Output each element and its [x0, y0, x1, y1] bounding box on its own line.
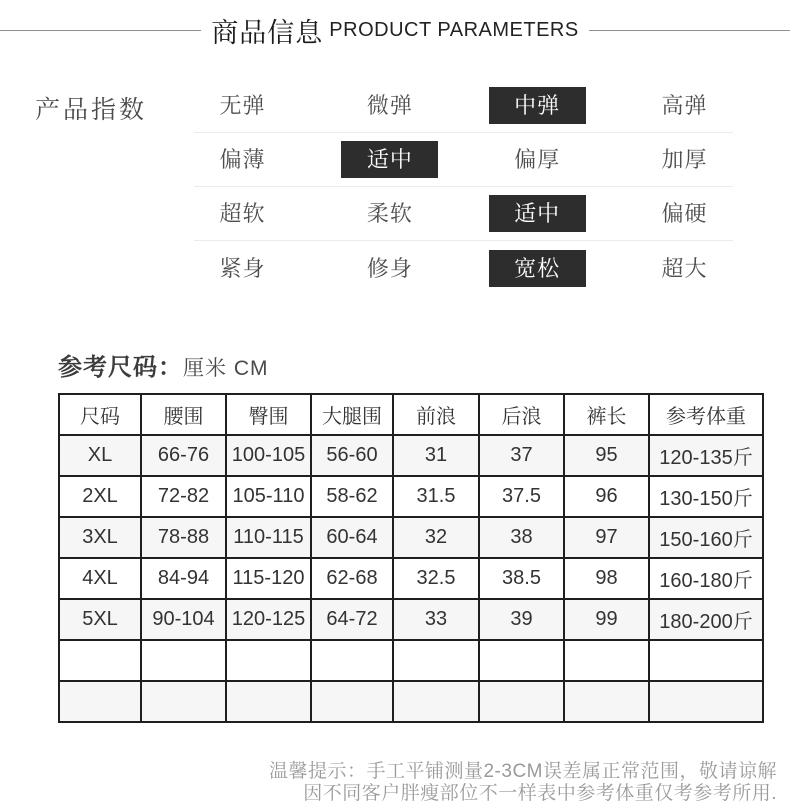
index-option-label: 适中 — [341, 141, 438, 178]
size-cell — [479, 681, 564, 722]
size-cell: 62-68 — [311, 558, 393, 599]
size-cell — [479, 640, 564, 681]
index-option-label: 超大 — [661, 255, 708, 281]
size-cell: 90-104 — [141, 599, 226, 640]
index-option-selected — [489, 87, 586, 124]
size-cell: 110-115 — [226, 517, 311, 558]
index-option-label: 柔软 — [366, 201, 413, 226]
size-cell — [649, 681, 763, 722]
notice-block — [269, 761, 777, 805]
size-cell — [226, 681, 311, 722]
size-cell: 115-120 — [226, 558, 311, 599]
size-cell — [393, 681, 479, 722]
size-cell — [311, 681, 393, 722]
size-column-header: 前浪 — [393, 394, 479, 435]
size-cell: 31.5 — [393, 476, 479, 517]
index-option-label: 适中 — [489, 195, 586, 232]
size-cell: 56-60 — [311, 435, 393, 476]
size-cell: 99 — [564, 599, 649, 640]
size-cell: 120-125 — [226, 599, 311, 640]
size-cell: 38 — [479, 517, 564, 558]
product-index-label: 产品指数 — [35, 96, 148, 124]
index-option — [194, 87, 291, 124]
index-option — [636, 87, 733, 124]
size-cell: 120-135斤 — [649, 435, 763, 476]
size-cell — [393, 640, 479, 681]
size-reference-title: 参考尺码： — [58, 354, 183, 381]
product-index-row-softness — [194, 187, 733, 241]
index-option-label: 修身 — [366, 255, 413, 281]
header-divider-right — [589, 30, 790, 31]
page-header — [0, 15, 790, 48]
size-cell: 66-76 — [141, 435, 226, 476]
index-option — [194, 141, 291, 178]
index-option-label: 宽松 — [489, 250, 586, 287]
page-title-english: PRODUCT PARAMETERS — [329, 18, 579, 41]
size-cell: 96 — [564, 476, 649, 517]
index-option-label: 紧身 — [219, 255, 266, 281]
notice-line-2: 因不同客户胖瘦部位不一样表中参考体重仅考参考所用. — [303, 783, 777, 804]
size-cell — [141, 681, 226, 722]
size-cell: 31 — [393, 435, 479, 476]
index-option — [341, 195, 438, 232]
size-cell: 37.5 — [479, 476, 564, 517]
size-column-header: 裤长 — [564, 394, 649, 435]
index-option-label: 微弹 — [366, 93, 413, 118]
size-cell: 95 — [564, 435, 649, 476]
size-cell: 100-105 — [226, 435, 311, 476]
size-cell — [564, 681, 649, 722]
product-index-row-fit — [194, 241, 733, 295]
size-cell: 2XL — [59, 476, 141, 517]
index-option — [341, 250, 438, 287]
size-cell: 33 — [393, 599, 479, 640]
size-cell — [226, 640, 311, 681]
index-option-label: 中弹 — [489, 87, 586, 124]
product-index-row-thickness — [194, 133, 733, 187]
product-index-grid — [194, 79, 733, 295]
index-option — [489, 141, 586, 178]
index-option-label: 加厚 — [661, 147, 708, 172]
size-cell: 32.5 — [393, 558, 479, 599]
index-option-selected — [341, 141, 438, 178]
size-table-row — [59, 558, 763, 599]
product-index-row-elasticity — [194, 79, 733, 133]
size-cell: 5XL — [59, 599, 141, 640]
index-option-selected — [489, 195, 586, 232]
size-cell: 4XL — [59, 558, 141, 599]
size-table-row — [59, 599, 763, 640]
size-cell: 78-88 — [141, 517, 226, 558]
size-column-header: 臀围 — [226, 394, 311, 435]
index-option — [194, 195, 291, 232]
size-cell: 130-150斤 — [649, 476, 763, 517]
index-option-label: 偏厚 — [514, 147, 561, 172]
size-cell: 180-200斤 — [649, 599, 763, 640]
size-cell: 32 — [393, 517, 479, 558]
size-table-row — [59, 517, 763, 558]
size-cell: 97 — [564, 517, 649, 558]
size-cell: 98 — [564, 558, 649, 599]
size-cell: 64-72 — [311, 599, 393, 640]
size-cell: 72-82 — [141, 476, 226, 517]
size-cell: 150-160斤 — [649, 517, 763, 558]
size-table-row — [59, 681, 763, 722]
size-column-header: 大腿围 — [311, 394, 393, 435]
header-divider-left — [0, 30, 201, 31]
size-table-header-row — [59, 394, 763, 435]
size-cell: 38.5 — [479, 558, 564, 599]
size-cell: XL — [59, 435, 141, 476]
size-cell — [564, 640, 649, 681]
size-table-row — [59, 476, 763, 517]
size-table-row — [59, 435, 763, 476]
size-cell: 39 — [479, 599, 564, 640]
size-column-header: 尺码 — [59, 394, 141, 435]
size-cell: 105-110 — [226, 476, 311, 517]
size-cell: 3XL — [59, 517, 141, 558]
size-table — [58, 393, 764, 723]
index-option-label: 高弹 — [661, 93, 708, 118]
size-cell: 58-62 — [311, 476, 393, 517]
index-option-label: 偏硬 — [661, 201, 708, 226]
page-title-chinese: 商品信息 — [211, 17, 324, 48]
size-cell: 37 — [479, 435, 564, 476]
index-option — [194, 250, 291, 287]
size-cell — [59, 640, 141, 681]
size-cell: 84-94 — [141, 558, 226, 599]
size-column-header: 后浪 — [479, 394, 564, 435]
index-option — [636, 195, 733, 232]
size-reference-unit: 厘米 CM — [183, 357, 269, 380]
index-option — [341, 87, 438, 124]
size-cell — [311, 640, 393, 681]
index-option — [636, 141, 733, 178]
notice-line-1: 温馨提示：手工平铺测量2-3CM误差属正常范围，敬请谅解 — [268, 761, 777, 782]
size-table-row — [59, 640, 763, 681]
index-option-label: 偏薄 — [219, 147, 266, 172]
size-column-header: 腰围 — [141, 394, 226, 435]
size-cell — [649, 640, 763, 681]
size-reference-heading — [58, 347, 269, 382]
size-cell: 160-180斤 — [649, 558, 763, 599]
size-column-header: 参考体重 — [649, 394, 763, 435]
size-cell — [59, 681, 141, 722]
size-cell — [141, 640, 226, 681]
index-option-selected — [489, 250, 586, 287]
index-option-label: 超软 — [219, 201, 266, 226]
size-cell: 60-64 — [311, 517, 393, 558]
index-option — [636, 250, 733, 287]
index-option-label: 无弹 — [219, 93, 266, 118]
